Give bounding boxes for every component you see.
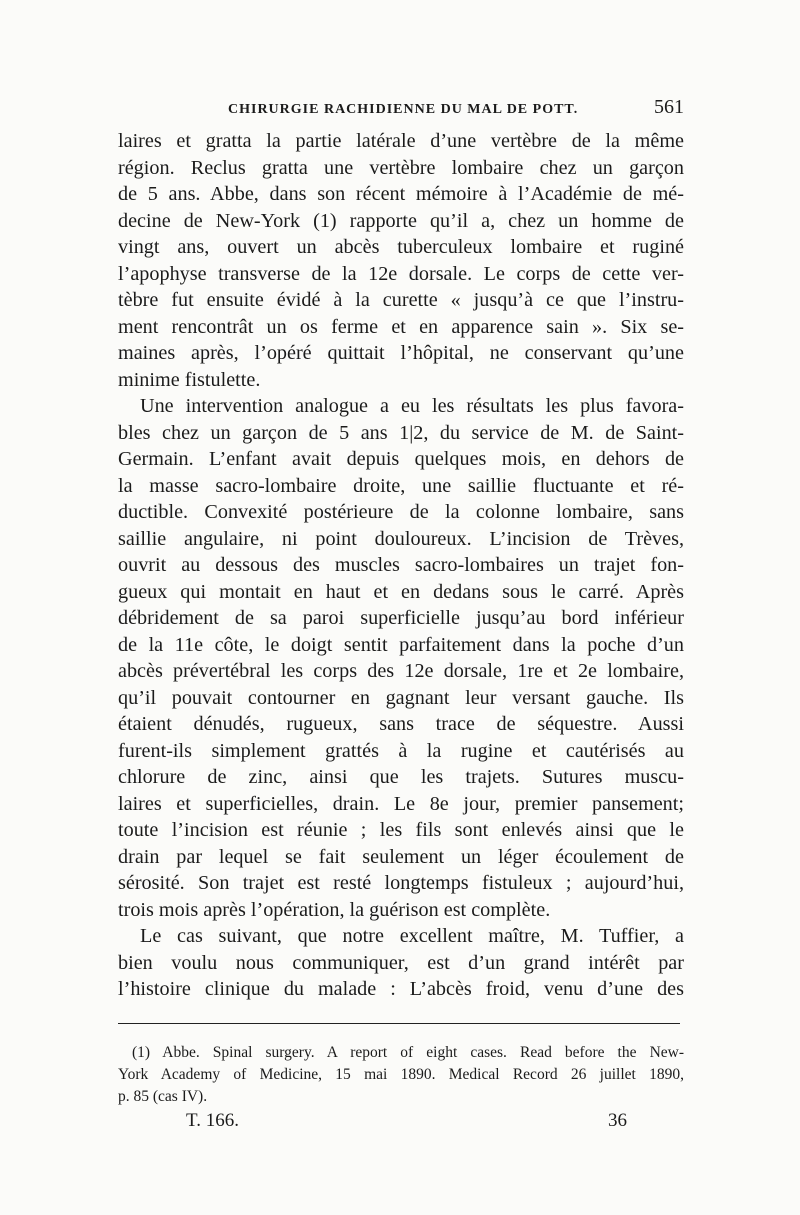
page-header: [118, 96, 684, 126]
volume-mark: T. 166.: [186, 1110, 239, 1131]
text-line: laires et gratta la partie latérale d’une vertèbre de la même: [118, 130, 684, 152]
text-line: région. Reclus gratta une vertèbre lombaire chez un garçon: [118, 156, 684, 179]
paragraph-start-line: Une intervention analogue a eu les résultats les plus favora-: [140, 395, 684, 417]
text-line: saillie angulaire, ni point douloureux. L’incision de Trèves,: [118, 527, 684, 550]
text-line: de 5 ans. Abbe, dans son récent mémoire à l’Académie de mé-: [118, 183, 684, 205]
text-line: débridement de sa paroi superficielle jusqu’au bord inférieur: [118, 607, 684, 629]
text-line: ment rencontrât un os ferme et en apparence sain ». Six se-: [118, 315, 684, 338]
footnote-rule: [118, 1023, 680, 1024]
text-line: abcès prévertébral les corps des 12e dorsale, 1re et 2e lombaire,: [118, 660, 684, 682]
text-line: decine de New-York (1) rapporte qu’il a, chez un homme de: [118, 209, 684, 232]
text-line: étaient dénudés, rugueux, sans trace de séquestre. Aussi: [118, 713, 684, 735]
paragraph-start-line: Le cas suivant, que notre excellent maître, M. Tuffier, a: [140, 925, 684, 947]
text-line: trois mois après l’opération, la guérison est complète.: [118, 898, 551, 921]
text-line: de la 11e côte, le doigt sentit parfaitement dans la poche d’un: [118, 633, 684, 656]
footnote-line: (1) Abbe. Spinal surgery. A report of eight cases. Read before the New-: [132, 1044, 684, 1061]
running-title: CHIRURGIE RACHIDIENNE DU MAL DE POTT.: [228, 102, 579, 117]
text-line: vingt ans, ouvert un abcès tuberculeux lombaire et ruginé: [118, 236, 684, 258]
text-line: l’apophyse transverse de la 12e dorsale. Le corps de cette ver-: [118, 262, 684, 285]
text-line: toute l’incision est réunie ; les fils sont enlevés ainsi que le: [118, 819, 684, 841]
text-line: ouvrit au dessous des muscles sacro-lombaires un trajet fon-: [118, 554, 684, 576]
text-line: gueux qui montait en haut et en dedans sous le carré. Après: [118, 580, 684, 603]
text-line: bles chez un garçon de 5 ans 1|2, du service de M. de Saint-: [118, 421, 684, 444]
text-line: Germain. L’enfant avait depuis quelques mois, en dehors de: [118, 448, 684, 470]
footnote: [118, 1042, 684, 1108]
footnote-line: p. 85 (cas IV).: [118, 1088, 208, 1105]
signature-row: [118, 1110, 684, 1136]
text-line: maines après, l’opéré quittait l’hôpital, ne conservant qu’une: [118, 342, 684, 364]
text-line: ductible. Convexité postérieure de la colonne lombaire, sans: [118, 501, 684, 523]
text-line: qu’il pouvait contourner en gagnant leur versant gauche. Ils: [118, 686, 684, 709]
footnote-line: York Academy of Medicine, 15 mai 1890. Medical Record 26 juillet 1890,: [118, 1066, 684, 1083]
text-line: la masse sacro-lombaire droite, une saillie fluctuante et ré-: [118, 474, 684, 497]
page-number: 561: [654, 96, 684, 118]
text-line: tèbre fut ensuite évidé à la curette « jusqu’à ce que l’instru-: [118, 289, 684, 311]
text-line: minime fistulette.: [118, 368, 261, 391]
sheet-mark: 36: [608, 1110, 627, 1131]
body-text: [118, 128, 684, 1003]
text-line: bien voulu nous communiquer, est d’un grand intérêt par: [118, 951, 684, 974]
text-line: furent-ils simplement grattés à la rugine et cautérisés au: [118, 739, 684, 762]
text-line: laires et superficielles, drain. Le 8e jour, premier pansement;: [118, 792, 684, 815]
text-line: chlorure de zinc, ainsi que les trajets. Sutures muscu-: [118, 766, 684, 788]
text-line: l’histoire clinique du malade : L’abcès froid, venu d’une des: [118, 978, 684, 1000]
text-line: drain par lequel se fait seulement un léger écoulement de: [118, 845, 684, 868]
text-line: sérosité. Son trajet est resté longtemps fistuleux ; aujourd’hui,: [118, 872, 684, 894]
